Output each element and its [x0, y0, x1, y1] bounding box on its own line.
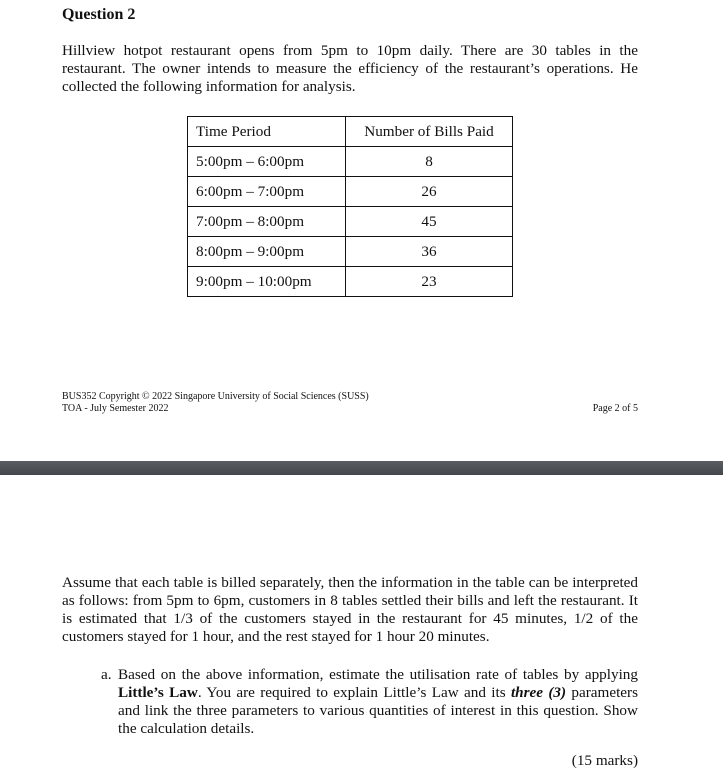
- footer-semester: TOA - July Semester 2022: [62, 403, 169, 414]
- marks-label: (15 marks): [571, 752, 638, 769]
- part-a-bold-term: Little’s Law: [118, 684, 198, 701]
- header-time-period: Time Period: [188, 117, 346, 147]
- page-number: Page 2 of 5: [592, 403, 638, 414]
- time-period-cell: 6:00pm – 7:00pm: [188, 177, 346, 207]
- table-row: [188, 147, 513, 177]
- bills-paid-cell: 36: [346, 237, 513, 267]
- bills-table: [187, 116, 513, 297]
- time-period-cell: 5:00pm – 6:00pm: [188, 147, 346, 177]
- table-row: [188, 237, 513, 267]
- part-a-emphasis: three (3): [510, 684, 567, 701]
- page-divider: [0, 461, 723, 475]
- question-title: Question 2: [62, 6, 136, 23]
- bills-paid-cell: 26: [346, 177, 513, 207]
- part-a-text: [118, 666, 638, 738]
- bills-paid-cell: 8: [346, 147, 513, 177]
- time-period-cell: 7:00pm – 8:00pm: [188, 207, 346, 237]
- footer-copyright: BUS352 Copyright © 2022 Singapore University of Social Sciences (SUSS): [62, 391, 369, 402]
- table-row: [188, 267, 513, 297]
- table-row: [188, 177, 513, 207]
- bills-paid-cell: 45: [346, 207, 513, 237]
- header-bills-paid: Number of Bills Paid: [346, 117, 513, 147]
- table-header-row: [188, 117, 513, 147]
- question-part-a: [101, 666, 638, 738]
- bills-paid-cell: 23: [346, 267, 513, 297]
- intro-paragraph: Hillview hotpot restaurant opens from 5pm to 10pm daily. There are 30 tables in the restaurant. The owner intends to measure the efficiency of the restaurant’s operations. He collected the following information for analysis.: [62, 42, 638, 95]
- part-a-text-3: parameters and link the three parameters to various quantities of interest in this question. Show the calculation details.: [118, 684, 639, 737]
- table-row: [188, 207, 513, 237]
- part-a-text-1: Based on the above information, estimate the utilisation rate of tables by applying: [118, 666, 638, 683]
- page-footer-left: [62, 391, 369, 415]
- time-period-cell: 9:00pm – 10:00pm: [188, 267, 346, 297]
- time-period-cell: 8:00pm – 9:00pm: [188, 237, 346, 267]
- part-a-text-2: . You are required to explain Little’s Law and its: [197, 684, 511, 701]
- assumption-paragraph: Assume that each table is billed separately, then the information in the table can be interpreted as follows: from 5pm to 6pm, customers in 8 tables settled their bills and left the restaurant. It is estimated that 1/3 of the customers stayed in the restaurant for 45 minutes, 1/2 of the customers stayed for 1 hour, and the rest stayed for 1 hour 20 minutes.: [62, 574, 638, 645]
- part-a-label: a.: [101, 666, 112, 683]
